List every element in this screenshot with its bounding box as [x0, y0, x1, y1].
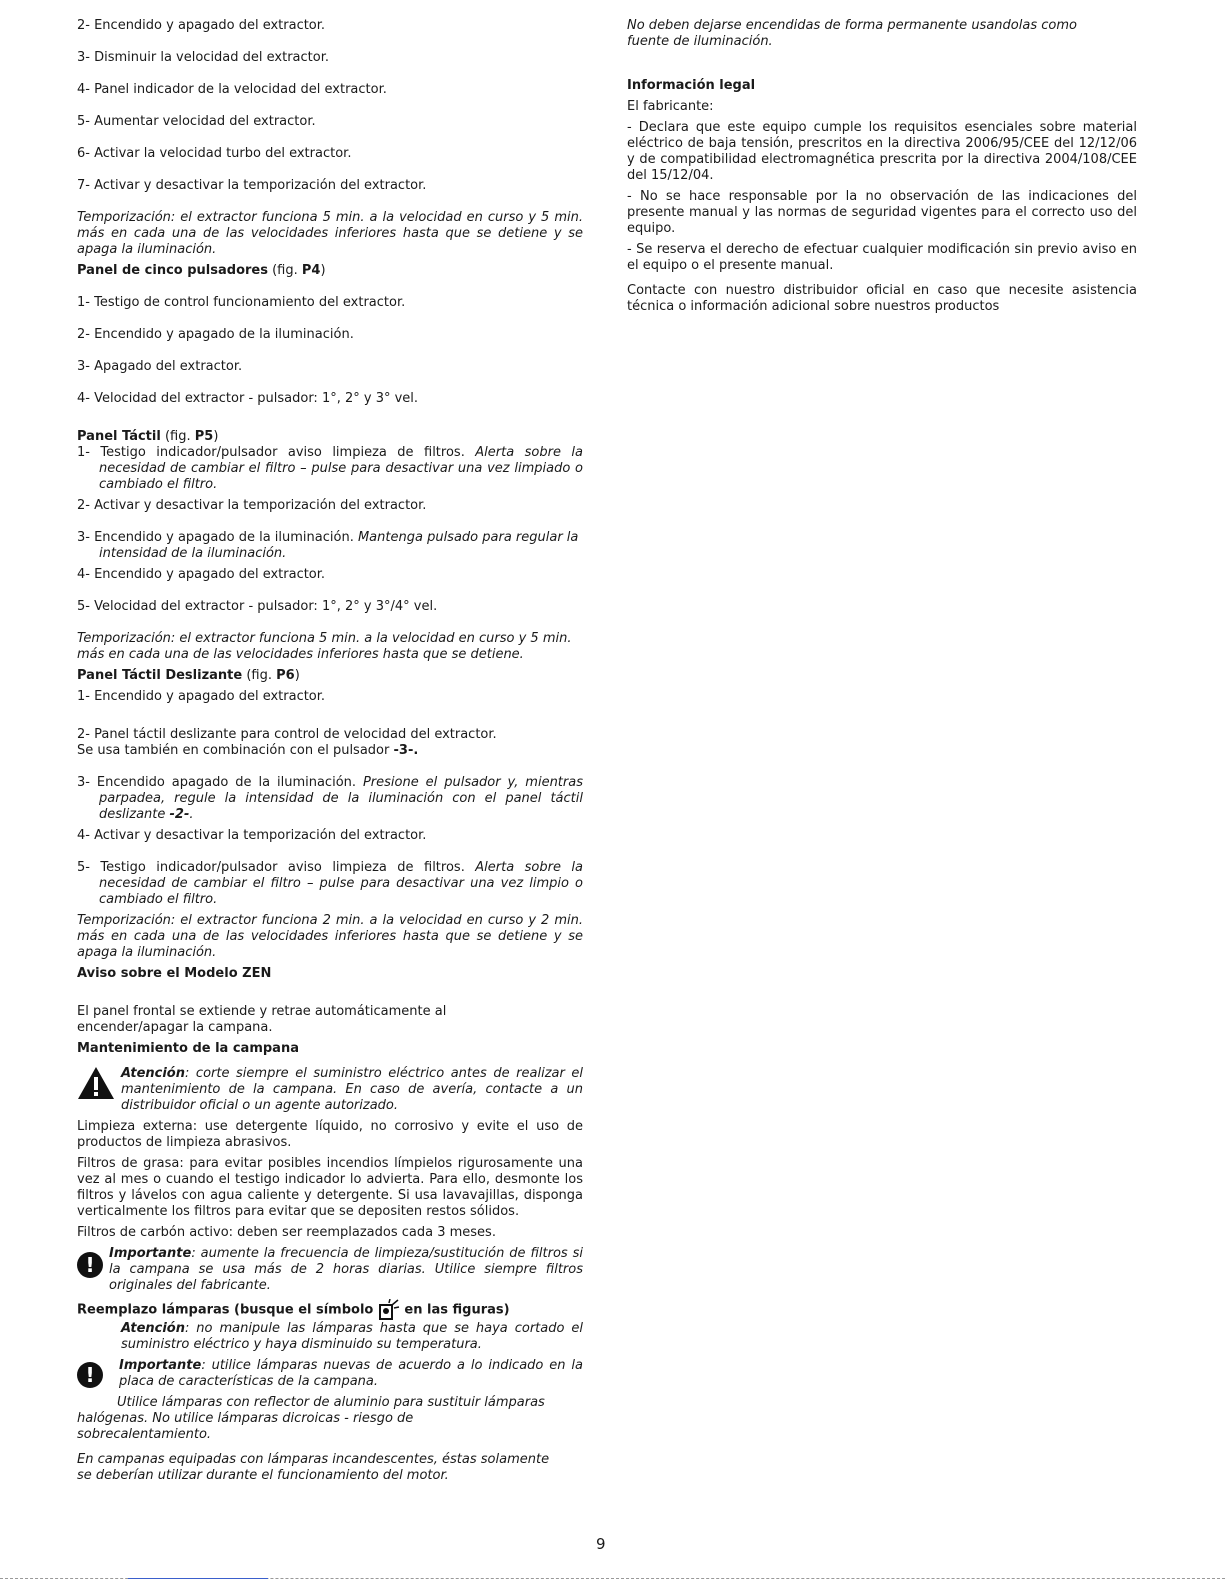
lamps-heading: Reemplazo lámparas (busque el símbolo en las figuras) — [77, 1299, 583, 1321]
maintenance-heading: Mantenimiento de la campana — [77, 1041, 299, 1056]
legal-item: - Se reserva el derecho de efectuar cualquier modificación sin previo aviso en el equipo o el presente manual. — [627, 242, 1137, 273]
list-item: 2- Panel táctil deslizante para control de velocidad del extractor. — [77, 727, 497, 742]
filtros-grasa-text: Filtros de grasa: para evitar posibles incendios límpielos rigurosamente una vez al mes o cuando el testigo indicador lo advierta. Para ello, desmonte los filtros y lávelos con agua caliente y detergente. Si usa lavavajillas, disponga verticalmente los filtros para evitar que se depositen restos sólidos. — [77, 1156, 583, 1219]
important-text: Importante: aumente la frecuencia de limpieza/sustitución de filtros si la campana se usa más de 2 horas diarias. Utilice siempre filtros originales del fabricante. — [109, 1246, 583, 1293]
lamps-important-block — [77, 1358, 583, 1390]
list-item: 5- Aumentar velocidad del extractor. — [77, 114, 316, 129]
temporizacion-note: Temporización: el extractor funciona 2 min. a la velocidad en curso y 2 min. más en cada una de las velocidades inferiores hasta que se detiene y se apaga la iluminación. — [77, 913, 583, 960]
list-item-continuation: Se usa también en combinación con el pulsador -3-. — [77, 743, 419, 758]
warning-triangle-icon — [77, 1066, 115, 1100]
list-item: 1- Testigo indicador/pulsador aviso limpieza de filtros. Alerta sobre la necesidad de cambiar el filtro – pulse para desactivar una vez limpiado o cambiado el filtro. — [77, 445, 583, 492]
list-item: 3- Encendido y apagado de la iluminación. Mantenga pulsado para regular la intensidad de la iluminación. — [77, 530, 579, 561]
exclamation-circle-icon: ! — [77, 1252, 103, 1278]
list-item: 3- Apagado del extractor. — [77, 359, 243, 374]
section-heading-p6: Panel Táctil Deslizante (fig. P6) — [77, 668, 300, 683]
lamp-symbol-icon — [378, 1299, 400, 1321]
list-item: 4- Encendido y apagado del extractor. — [77, 567, 326, 582]
zen-text: El panel frontal se extiende y retrae automáticamente al encender/apagar la campana. — [77, 1004, 447, 1035]
section-heading-p5: Panel Táctil (fig. P5) — [77, 429, 219, 444]
lamps-incandescent-text: En campanas equipadas con lámparas incandescentes, éstas solamente se deberían utilizar durante el funcionamiento del motor. — [77, 1452, 550, 1483]
footer-link-underline — [128, 1578, 268, 1579]
temporizacion-note: Temporización: el extractor funciona 5 min. a la velocidad en curso y 5 min. más en cada una de las velocidades inferiores hasta que se detiene. — [77, 631, 572, 662]
list-item: 3- Disminuir la velocidad del extractor. — [77, 50, 330, 65]
list-item: 7- Activar y desactivar la temporización del extractor. — [77, 178, 427, 193]
filtros-carbon-text: Filtros de carbón activo: deben ser reemplazados cada 3 meses. — [77, 1225, 496, 1240]
attention-block — [77, 1066, 583, 1114]
legal-item: - No se hace responsable por la no observación de las indicaciones del presente manual y las normas de seguridad vigentes para el correcto uso del equipo. — [627, 189, 1137, 236]
list-item: 4- Velocidad del extractor - pulsador: 1°, 2° y 3° vel. — [77, 391, 419, 406]
lamps-important-text: Importante: utilice lámparas nuevas de acuerdo a lo indicado en la placa de características de la campana. — [119, 1358, 583, 1389]
page-number: 9 — [596, 1535, 606, 1553]
list-item: 6- Activar la velocidad turbo del extractor. — [77, 146, 352, 161]
exclamation-circle-icon: ! — [77, 1362, 103, 1388]
lamps-reflector-text: Utilice lámparas con reflector de aluminio para sustituir lámparas halógenas. No utilice lámparas dicroicas - riesgo de sobrecalentamiento. — [77, 1395, 545, 1442]
right-column — [627, 18, 1137, 315]
important-block — [77, 1246, 583, 1294]
fabricante-label: El fabricante: — [627, 99, 714, 114]
contact-text: Contacte con nuestro distribuidor oficial en caso que necesite asistencia técnica o información adicional sobre nuestros productos — [627, 283, 1137, 314]
list-item: 5- Velocidad del extractor - pulsador: 1°, 2° y 3°/4° vel. — [77, 599, 438, 614]
list-item: 4- Panel indicador de la velocidad del extractor. — [77, 82, 387, 97]
intro-note: No deben dejarse encendidas de forma permanente usandolas como fuente de iluminación. — [627, 18, 1077, 49]
list-item: 4- Activar y desactivar la temporización del extractor. — [77, 828, 427, 843]
list-item: 5- Testigo indicador/pulsador aviso limpieza de filtros. Alerta sobre la necesidad de cambiar el filtro – pulse para desactivar una vez limpio o cambiado el filtro. — [77, 860, 583, 907]
section-heading-p4: Panel de cinco pulsadores (fig. P4) — [77, 263, 326, 278]
list-item: 2- Encendido y apagado del extractor. — [77, 18, 326, 33]
legal-item: - Declara que este equipo cumple los requisitos esenciales sobre material eléctrico de baja tensión, prescritos en la directiva 2006/95/CEE del 12/12/06 y de compatibilidad electromagnética prescrita por la directiva 2004/108/CEE del 15/12/04. — [627, 120, 1137, 183]
list-item: 2- Encendido y apagado de la iluminación. — [77, 327, 354, 342]
attention-text: Atención: corte siempre el suministro eléctrico antes de realizar el mantenimiento de la campana. En caso de avería, contacte a un distribuidor oficial o un agente autorizado. — [121, 1066, 583, 1113]
temporizacion-note: Temporización: el extractor funciona 5 min. a la velocidad en curso y 5 min. más en cada una de las velocidades inferiores hasta que se detiene y se apaga la iluminación. — [77, 210, 583, 257]
left-column — [77, 18, 583, 1484]
limpieza-text: Limpieza externa: use detergente líquido, no corrosivo y evite el uso de productos de limpieza abrasivos. — [77, 1119, 583, 1150]
list-item: 1- Testigo de control funcionamiento del extractor. — [77, 295, 406, 310]
list-item: 1- Encendido y apagado del extractor. — [77, 689, 326, 704]
list-item: 2- Activar y desactivar la temporización del extractor. — [77, 498, 427, 513]
legal-heading: Información legal — [627, 78, 756, 93]
list-item: 3- Encendido apagado de la iluminación. Presione el pulsador y, mientras parpadea, regule la intensidad de la iluminación con el panel táctil deslizante -2-. — [77, 775, 583, 822]
zen-heading: Aviso sobre el Modelo ZEN — [77, 966, 272, 981]
lamps-attention-text: Atención: no manipule las lámparas hasta que se haya cortado el suministro eléctrico y haya disminuido su temperatura. — [121, 1321, 583, 1352]
